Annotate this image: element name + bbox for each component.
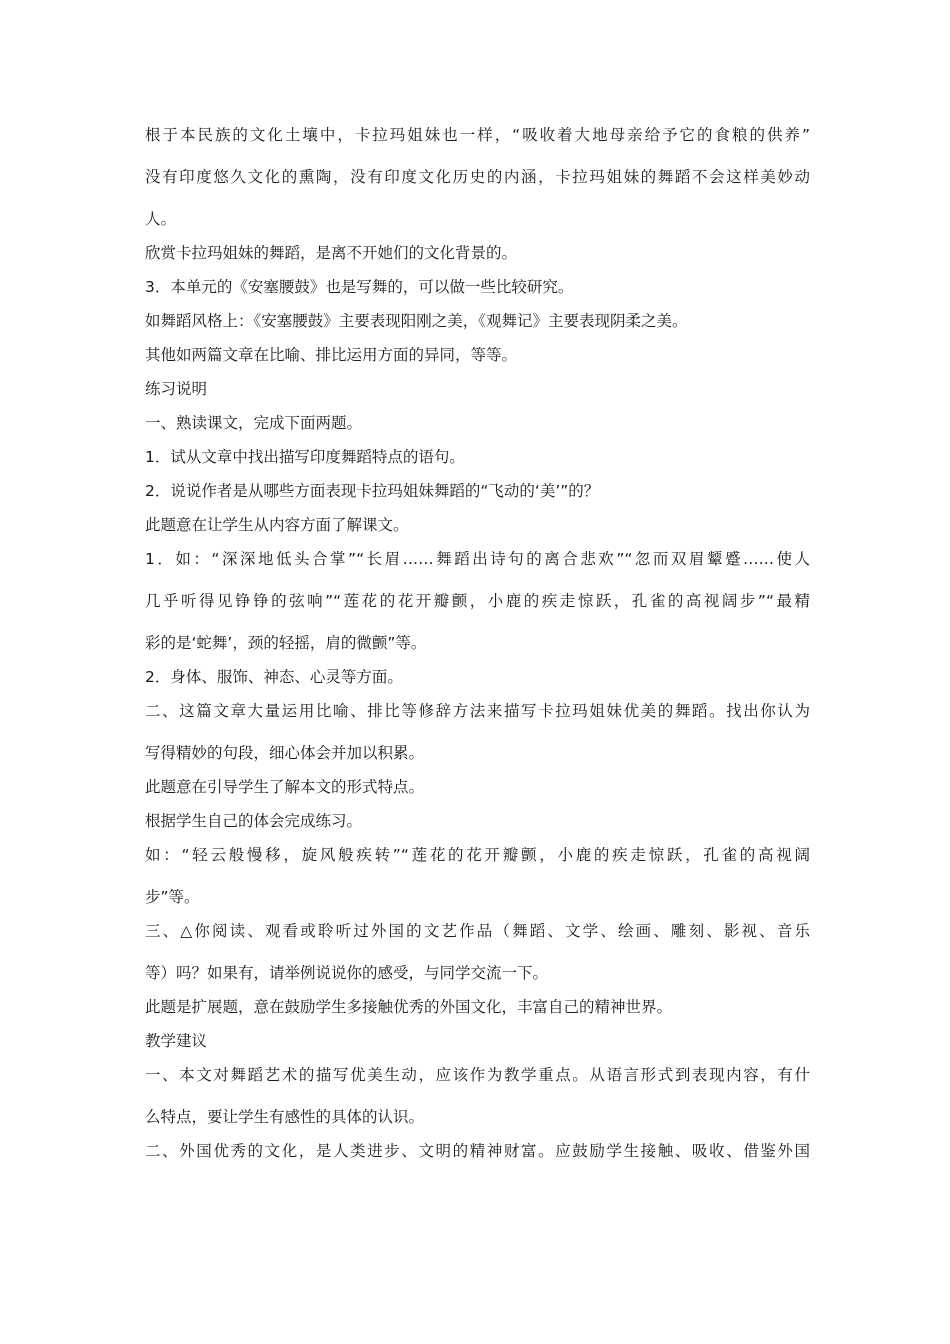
text-line: 步”等。	[145, 888, 200, 906]
text-line: 此题意在引导学生了解本文的形式特点。	[145, 778, 425, 796]
text-line: 三、△你阅读、观看或聆听过外国的文艺作品（舞蹈、文学、绘画、雕刻、影视、音乐	[145, 922, 810, 940]
text-line: 其他如两篇文章在比喻、排比运用方面的异同，等等。	[145, 346, 518, 364]
text-line: 等）吗？如果有，请举例说说你的感受，与同学交流一下。	[145, 964, 549, 982]
text-line: 2．说说作者是从哪些方面表现卡拉玛姐妹舞蹈的“飞动的‘美’”的？	[145, 482, 600, 500]
text-line: 1．试从文章中找出描写印度舞蹈特点的语句。	[145, 448, 465, 466]
text-line: 一、本文对舞蹈艺术的描写优美生动，应该作为教学重点。从语言形式到表现内容，有什	[145, 1066, 810, 1084]
text-line: 教学建议	[145, 1032, 208, 1050]
text-line: 欣赏卡拉玛姐妹的舞蹈，是离不开她们的文化背景的。	[145, 244, 518, 262]
text-line: 几乎听得见铮铮的弦响”“莲花的花开瓣颤，小鹿的疾走惊跃，孔雀的高视阔步”“最精	[145, 592, 810, 610]
text-line: 二、这篇文章大量运用比喻、排比等修辞方法来描写卡拉玛姐妹优美的舞蹈。找出你认为	[145, 702, 810, 720]
text-line: 一、熟读课文，完成下面两题。	[145, 414, 363, 432]
text-line: 2．身体、服饰、神态、心灵等方面。	[145, 668, 403, 686]
text-line: 此题是扩展题，意在鼓励学生多接触优秀的外国文化，丰富自己的精神世界。	[145, 998, 673, 1016]
text-line: 彩的是‘蛇舞’，颈的轻摇，肩的微颤”等。	[145, 634, 427, 652]
text-line: 此题意在让学生从内容方面了解课文。	[145, 516, 409, 534]
text-line: 二、外国优秀的文化，是人类进步、文明的精神财富。应鼓励学生接触、吸收、借鉴外国	[145, 1142, 810, 1160]
text-line: 如舞蹈风格上：《安塞腰鼓》主要表现阳刚之美，《观舞记》主要表现阴柔之美。	[145, 312, 688, 330]
text-line: 人。	[145, 210, 177, 228]
text-line: 写得精妙的句段，细心体会并加以积累。	[145, 744, 425, 762]
text-line: 么特点，要让学生有感性的具体的认识。	[145, 1108, 425, 1126]
text-line: 1．如：“深深地低头合掌”“长眉……舞蹈出诗句的离合悲欢”“忽而双眉颦蹙……使人	[145, 550, 810, 568]
text-line: 如：“轻云般慢移，旋风般疾转”“莲花的花开瓣颤，小鹿的疾走惊跃，孔雀的高视阔	[145, 846, 810, 864]
text-line: 根于本民族的文化土壤中，卡拉玛姐妹也一样，“吸收着大地母亲给予它的食粮的供养”	[145, 126, 810, 144]
text-line: 3．本单元的《安塞腰鼓》也是写舞的，可以做一些比较研究。	[145, 278, 574, 296]
document-body	[145, 118, 810, 1168]
text-line: 练习说明	[145, 380, 208, 398]
text-line: 没有印度悠久文化的熏陶，没有印度文化历史的内涵，卡拉玛姐妹的舞蹈不会这样美妙动	[145, 168, 810, 186]
text-line: 根据学生自己的体会完成练习。	[145, 812, 363, 830]
